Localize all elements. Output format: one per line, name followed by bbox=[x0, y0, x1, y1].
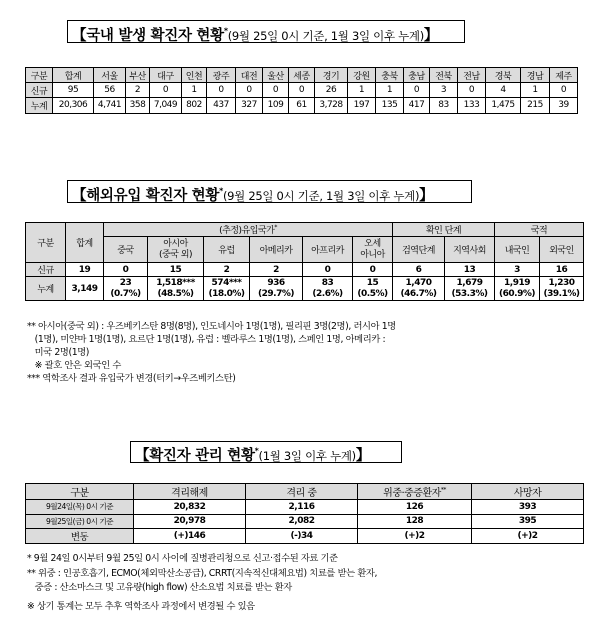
imported-section-title: 【해외유입 확진자 현황*(9월 25일 0시 기준, 1월 3일 이후 누계)】 bbox=[67, 180, 472, 203]
table-cell: 2 bbox=[204, 263, 250, 277]
table-cell: 83 bbox=[430, 98, 458, 113]
table-cell: 0 bbox=[289, 83, 315, 98]
header-china: 중국 bbox=[104, 237, 148, 263]
table-cell: 0 bbox=[458, 83, 486, 98]
header-cell: 전북 bbox=[430, 68, 458, 83]
table-cell: 126 bbox=[358, 500, 472, 515]
table-cell: 1 bbox=[376, 83, 404, 98]
imported-notes bbox=[27, 320, 396, 385]
percent-cell: (0.7%) bbox=[104, 289, 148, 301]
table-cell: 0 bbox=[353, 263, 393, 277]
management-row-change bbox=[26, 529, 584, 544]
table-cell: 0 bbox=[404, 83, 430, 98]
table-cell: 0 bbox=[150, 83, 182, 98]
imported-group-header-row bbox=[26, 223, 584, 237]
table-cell: 39 bbox=[550, 98, 578, 113]
header-cell: 구분 bbox=[26, 68, 53, 83]
imported-sub-header-row bbox=[26, 237, 584, 263]
header-cell: 합계 bbox=[53, 68, 94, 83]
table-cell: 1,919 bbox=[495, 277, 540, 289]
table-cell: 417 bbox=[404, 98, 430, 113]
table-cell: (-)34 bbox=[246, 529, 358, 544]
imported-cumulative-row bbox=[26, 277, 584, 289]
table-cell: 358 bbox=[126, 98, 150, 113]
table-cell: 26 bbox=[315, 83, 348, 98]
header-america: 아메리카 bbox=[250, 237, 303, 263]
header-cell: 대전 bbox=[236, 68, 263, 83]
imported-title-star: * bbox=[219, 186, 223, 196]
case-management-table bbox=[25, 483, 584, 544]
table-cell: 0 bbox=[236, 83, 263, 98]
note-line: ※ 괄호 안은 외국인 수 bbox=[27, 360, 121, 371]
imported-title-text: 해외유입 확진자 현황 bbox=[86, 188, 220, 204]
header-cell: 세종 bbox=[289, 68, 315, 83]
header-cell: 전남 bbox=[458, 68, 486, 83]
header-oceania: 오세 아니아 bbox=[353, 237, 393, 263]
imported-new-row bbox=[26, 263, 584, 277]
table-cell: 3 bbox=[430, 83, 458, 98]
management-notes bbox=[27, 552, 377, 614]
header-europe: 유럽 bbox=[204, 237, 250, 263]
table-cell: 327 bbox=[236, 98, 263, 113]
col-label-header: 구분 bbox=[26, 223, 66, 263]
table-cell: 1,679 bbox=[445, 277, 495, 289]
table-cell: 1,470 bbox=[393, 277, 445, 289]
header-community: 지역사회 bbox=[445, 237, 495, 263]
table-cell: 0 bbox=[263, 83, 289, 98]
percent-cell: (46.7%) bbox=[393, 289, 445, 301]
header-cell: 경북 bbox=[486, 68, 521, 83]
header-cell: 울산 bbox=[263, 68, 289, 83]
table-cell: 83 bbox=[303, 277, 353, 289]
percent-cell: (29.7%) bbox=[250, 289, 303, 301]
table-cell: 23 bbox=[104, 277, 148, 289]
percent-cell: (60.9%) bbox=[495, 289, 540, 301]
domestic-title-subtitle: (9월 25일 0시 기준, 1월 3일 이후 누계) bbox=[227, 29, 424, 43]
row-label: 9월25일(금) 0시 기준 bbox=[26, 514, 134, 529]
table-cell: (+)2 bbox=[358, 529, 472, 544]
table-cell: 20,832 bbox=[134, 500, 246, 515]
table-cell: 95 bbox=[53, 83, 94, 98]
header-korean: 내국인 bbox=[495, 237, 540, 263]
table-cell: 3,728 bbox=[315, 98, 348, 113]
table-cell: 936 bbox=[250, 277, 303, 289]
management-header-row bbox=[26, 484, 584, 500]
table-cell: 20,978 bbox=[134, 514, 246, 529]
table-cell: 3,149 bbox=[66, 277, 104, 301]
header-cell: 격리 중 bbox=[246, 484, 358, 500]
table-cell: 215 bbox=[521, 98, 550, 113]
table-cell: 0 bbox=[104, 263, 148, 277]
domestic-header-row bbox=[26, 68, 578, 83]
table-cell: 2,082 bbox=[246, 514, 358, 529]
table-cell: 19 bbox=[66, 263, 104, 277]
header-quarantine: 검역단계 bbox=[393, 237, 445, 263]
table-cell: 4,741 bbox=[94, 98, 126, 113]
header-cell: 인천 bbox=[182, 68, 207, 83]
management-title-star: * bbox=[254, 446, 259, 456]
table-cell: 109 bbox=[263, 98, 289, 113]
table-cell: 20,306 bbox=[53, 98, 94, 113]
imported-title-subtitle: (9월 25일 0시 기준, 1월 3일 이후 누계) bbox=[222, 189, 420, 203]
header-cell: 광주 bbox=[207, 68, 236, 83]
row-label: 변동 bbox=[26, 529, 134, 544]
header-cell: 경기 bbox=[315, 68, 348, 83]
table-cell: 393 bbox=[472, 500, 584, 515]
header-cell: 사망자 bbox=[472, 484, 584, 500]
note-line: 미국 2명(1명) bbox=[27, 347, 90, 358]
header-severe: 위중·중증환자** bbox=[358, 484, 472, 500]
table-cell: 61 bbox=[289, 98, 315, 113]
table-cell: 16 bbox=[540, 263, 584, 277]
table-cell: 7,049 bbox=[150, 98, 182, 113]
table-cell: 574*** bbox=[204, 277, 250, 289]
management-title-subtitle: (1월 3일 이후 누계) bbox=[258, 449, 356, 463]
note-line: *** 역학조사 결과 유입국가 변경(터키→우즈베키스탄) bbox=[27, 373, 236, 384]
table-cell: 1 bbox=[348, 83, 376, 98]
note-line: ** 아시아(중국 외) : 우즈베키스탄 8명(8명), 인도네시아 1명(1명), 필리핀 3명(2명), 러시아 1명 bbox=[27, 321, 396, 332]
table-cell: 0 bbox=[207, 83, 236, 98]
header-cell: 격리해제 bbox=[134, 484, 246, 500]
header-cell: 부산 bbox=[126, 68, 150, 83]
domestic-new-row bbox=[26, 83, 578, 98]
table-cell: 56 bbox=[94, 83, 126, 98]
note-line: 중증 : 산소마스크 및 고유량(high flow) 산소요법 치료를 받는 환자 bbox=[27, 582, 292, 593]
imported-cases-table bbox=[25, 222, 584, 301]
management-title-text: 확진자 관리 현황 bbox=[149, 448, 255, 464]
table-cell: 2 bbox=[250, 263, 303, 277]
domestic-cumulative-row bbox=[26, 98, 578, 113]
header-foreign: 외국인 bbox=[540, 237, 584, 263]
row-label: 신규 bbox=[26, 263, 66, 277]
table-cell: 15 bbox=[353, 277, 393, 289]
check-stage-group-header: 확인 단계 bbox=[393, 223, 495, 237]
origin-group-header: (추정)유입국가* bbox=[104, 223, 393, 237]
management-row-prev bbox=[26, 500, 584, 515]
table-cell: 0 bbox=[550, 83, 578, 98]
table-cell: 1,230 bbox=[540, 277, 584, 289]
table-cell: 4 bbox=[486, 83, 521, 98]
domestic-title-star: * bbox=[223, 26, 228, 36]
table-cell: 2 bbox=[126, 83, 150, 98]
table-cell: 197 bbox=[348, 98, 376, 113]
note-line: * 9월 24일 0시부터 9월 25일 0시 사이에 질병관리청으로 신고·접수된 자료 기준 bbox=[27, 553, 338, 564]
note-line: ** 위중 : 인공호흡기, ECMO(체외막산소공급), CRRT(지속적신대체요법) 치료를 받는 환자, bbox=[27, 567, 378, 579]
table-cell: 6 bbox=[393, 263, 445, 277]
domestic-cases-table bbox=[25, 67, 578, 114]
table-cell: 1 bbox=[521, 83, 550, 98]
percent-cell: (39.1%) bbox=[540, 289, 584, 301]
header-cell: 대구 bbox=[150, 68, 182, 83]
domestic-section-title: 【국내 발생 확진자 현황*(9월 25일 0시 기준, 1월 3일 이후 누계)】 bbox=[67, 20, 465, 43]
table-cell: 1,518*** bbox=[148, 277, 204, 289]
row-label: 누계 bbox=[26, 277, 66, 301]
imported-percent-row bbox=[26, 289, 584, 301]
header-cell: 서울 bbox=[94, 68, 126, 83]
table-cell: 2,116 bbox=[246, 500, 358, 515]
table-cell: 3 bbox=[495, 263, 540, 277]
table-cell: 15 bbox=[148, 263, 204, 277]
percent-cell: (0.5%) bbox=[353, 289, 393, 301]
management-row-current bbox=[26, 514, 584, 529]
table-cell: 135 bbox=[376, 98, 404, 113]
header-cell: 제주 bbox=[550, 68, 578, 83]
header-africa: 아프리카 bbox=[303, 237, 353, 263]
percent-cell: (2.6%) bbox=[303, 289, 353, 301]
header-cell: 강원 bbox=[348, 68, 376, 83]
table-cell: 395 bbox=[472, 514, 584, 529]
col-total-header: 합계 bbox=[66, 223, 104, 263]
table-cell: 133 bbox=[458, 98, 486, 113]
percent-cell: (48.5%) bbox=[148, 289, 204, 301]
management-section-title: 【확진자 관리 현황*(1월 3일 이후 누계)】 bbox=[130, 441, 402, 463]
header-cell: 구분 bbox=[26, 484, 134, 500]
row-label: 누계 bbox=[26, 98, 53, 113]
row-label: 신규 bbox=[26, 83, 53, 98]
table-cell: (+)2 bbox=[472, 529, 584, 544]
table-cell: 128 bbox=[358, 514, 472, 529]
row-label: 9월24일(목) 0시 기준 bbox=[26, 500, 134, 515]
table-cell: (+)146 bbox=[134, 529, 246, 544]
table-cell: 802 bbox=[182, 98, 207, 113]
header-cell: 경남 bbox=[521, 68, 550, 83]
table-cell: 1,475 bbox=[486, 98, 521, 113]
percent-cell: (53.3%) bbox=[445, 289, 495, 301]
note-line: ※ 상기 통계는 모두 추후 역학조사 과정에서 변경될 수 있음 bbox=[27, 600, 255, 612]
domestic-title-text: 국내 발생 확진자 현황 bbox=[86, 28, 224, 44]
header-asia: 아시아 (중국 외) bbox=[148, 237, 204, 263]
table-cell: 437 bbox=[207, 98, 236, 113]
table-cell: 0 bbox=[303, 263, 353, 277]
header-cell: 충북 bbox=[376, 68, 404, 83]
percent-cell: (18.0%) bbox=[204, 289, 250, 301]
table-cell: 1 bbox=[182, 83, 207, 98]
header-cell: 충남 bbox=[404, 68, 430, 83]
nationality-group-header: 국적 bbox=[495, 223, 584, 237]
note-line: (1명), 미얀마 1명(1명), 요르단 1명(1명), 유럽 : 벨라루스 1명(1명), 스페인 1명, 아메리카 : bbox=[27, 334, 386, 345]
table-cell: 13 bbox=[445, 263, 495, 277]
